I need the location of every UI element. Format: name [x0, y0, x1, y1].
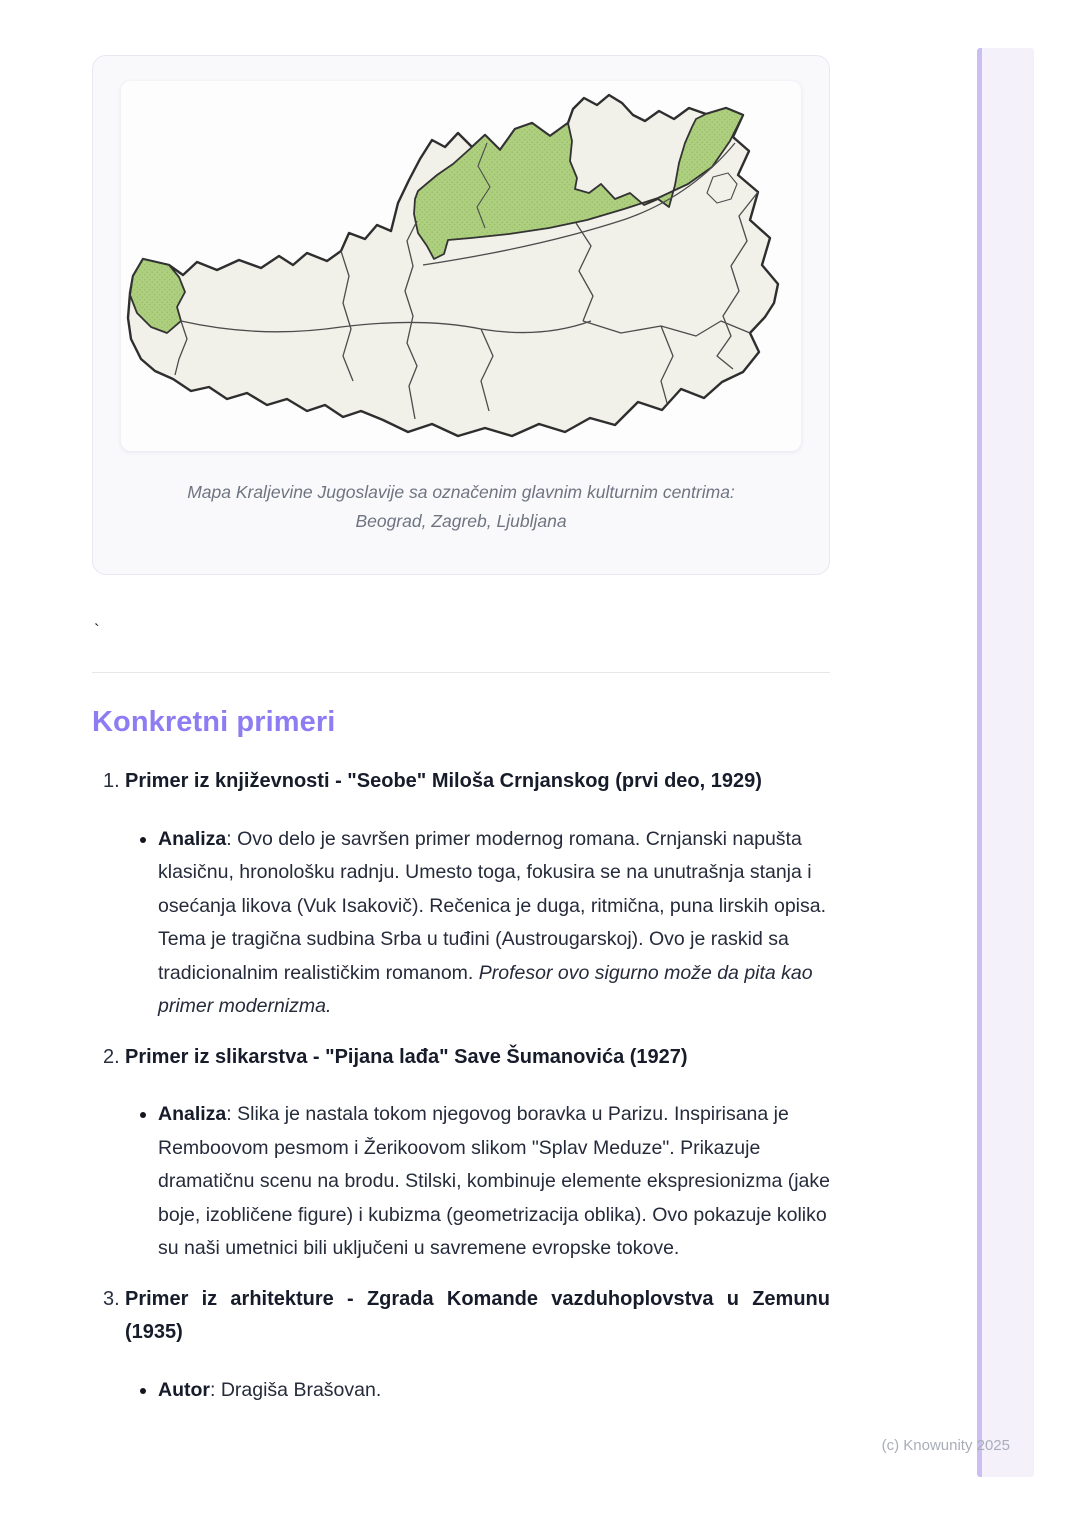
example-title-2: 2. Primer iz slikarstva - "Pijana lađa" Save Šumanovića (1927) — [92, 1041, 830, 1075]
example-sublist — [92, 1374, 830, 1408]
bullet-text: : Dragiša Brašovan. — [210, 1378, 382, 1401]
section-divider — [92, 672, 830, 673]
decorative-side-strip — [977, 48, 1034, 1477]
list-item — [92, 1283, 830, 1408]
list-number: 2. — [103, 1045, 120, 1068]
map-image — [121, 81, 801, 451]
list-number: 3. — [103, 1287, 120, 1310]
example-sublist — [92, 1098, 830, 1266]
section-heading: Konkretni primeri — [92, 706, 336, 738]
list-item — [158, 1374, 830, 1408]
bullet-label: Autor — [158, 1378, 210, 1401]
copyright-watermark: (c) Knowunity 2025 — [881, 1437, 1010, 1454]
bullet-text: : Ovo delo je savršen primer modernog romana. Crnjanski napušta klasičnu, hronološku radnju. Umesto toga, fokusira se na unutrašnja stanja i osećanja likova (Vuk Isakovič). Rečenica je duga, ritmična, puna lirskih opisa. Tema je tragična sudbina Srba u tuđini (Austrougarskoj). Ovo je raskid sa tradicionalnim realističkim romanom. — [158, 827, 827, 984]
list-item — [92, 1041, 830, 1266]
stray-backtick-text: ` — [94, 621, 100, 640]
map-figure-card — [92, 55, 830, 575]
bullet-text: : Slika je nastala tokom njegovog boravka u Parizu. Inspirisana je Remboovom pesmom i Žerikoovom slikom "Splav Meduze". Prikazuje dramatičnu scenu na brodu. Stilski, kombinuje elemente ekspresionizma (jake boje, izobličene figure) i kubizma (geometrizacija oblika). Ovo pokazuje koliko su naši umetnici bili uključeni u savremene evropske tokove. — [158, 1103, 830, 1259]
list-item — [92, 765, 830, 1024]
bullet-label: Analiza — [158, 1103, 227, 1125]
bullet-label: Analiza — [158, 827, 227, 850]
bullet-italic-note: Profesor ovo sigurno može da pita kao primer modernizma. — [158, 961, 813, 1017]
map-caption-line1: Mapa Kraljevine Jugoslavije sa označenim glavnim kulturnim centrima: — [187, 482, 735, 502]
example-sublist — [92, 823, 830, 1024]
austria-map-svg — [121, 81, 801, 451]
list-number: 1. — [103, 770, 120, 792]
list-item — [158, 1098, 830, 1266]
document-page — [92, 0, 830, 1407]
map-caption-line2: Beograd, Zagreb, Ljubljana — [355, 511, 567, 531]
list-item — [158, 823, 830, 1024]
examples-list — [92, 765, 830, 1407]
example-title-1: 1. Primer iz književnosti - "Seobe" Miloša Crnjanskog (prvi deo, 1929) — [92, 765, 830, 799]
example-title-3: 3. Primer iz arhitekture - Zgrada Komande vazduhoplovstva u Zemunu (1935) — [92, 1283, 830, 1350]
map-caption — [121, 478, 801, 536]
